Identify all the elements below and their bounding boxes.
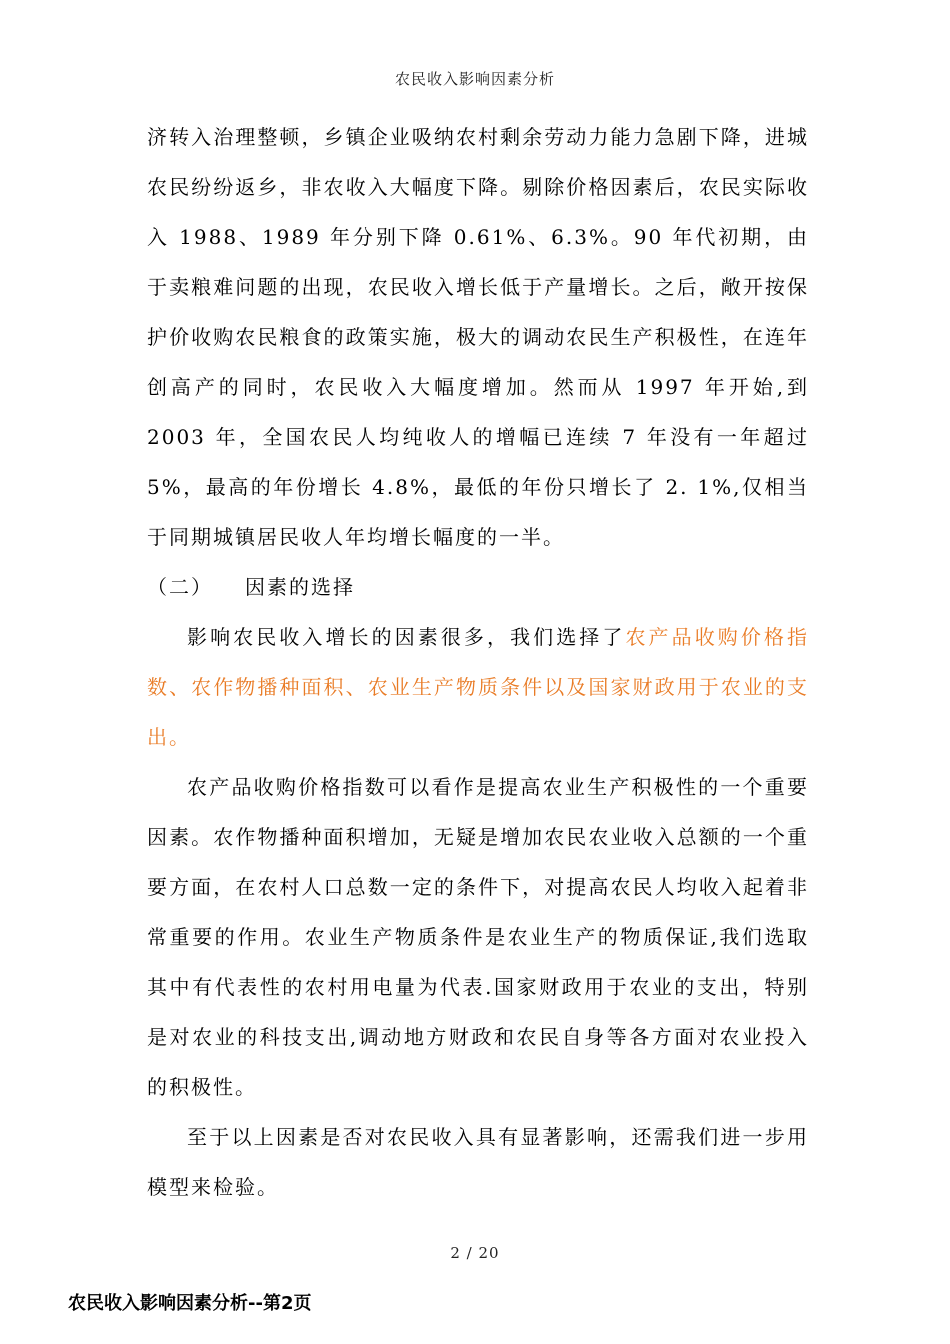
running-header: 农民收入影响因素分析 <box>394 70 555 88</box>
paragraph-continuation: 济转入治理整顿，乡镇企业吸纳农村剩余劳动力能力急剧下降，进城农民纷纷返乡，非农收入大幅度下降。剔除价格因素后，农民实际收入 1988、1989 年分别下降 0.61%、6.3%。90 年代初期，由于卖粮难问题的出现，农民收入增长低于产量增长。之后，敞开按保护价收购农民粮食的政策实施，极大的调动农民生产积极性，在连年创高产的同时，农民收入大幅度增加。然而从 1997 年开始,到 2003 年，全国农民人均纯收人的增幅已连续 7 年没有一年超过 5%，最高的年份增长 4.8%，最低的年份只增长了 2. 1%,仅相当于同期城镇居民收人年均增长幅度的一半。 <box>147 125 809 549</box>
highlighted-factors: 农产品收购价格指数、农作物播种面积、农业生产物质条件以及国家财政用于农业的支出。 <box>147 625 810 749</box>
section-heading <box>147 562 809 612</box>
footer-document-label: 农民收入影响因素分析--第2页 <box>68 1293 312 1314</box>
paragraph-lead-text: 影响农民收入增长的因素很多，我们选择了 <box>187 625 626 649</box>
paragraph-factor-selection <box>147 612 809 762</box>
section-number: （二） <box>147 575 213 599</box>
section-title: 因素的选择 <box>245 575 355 599</box>
paragraph-model-test: 至于以上因素是否对农民收入具有显著影响，还需我们进一步用模型来检验。 <box>147 1125 809 1199</box>
paragraph-factor-explanation: 农产品收购价格指数可以看作是提高农业生产积极性的一个重要因素。农作物播种面积增加，无疑是增加农民农业收入总额的一个重要方面，在农村人口总数一定的条件下，对提高农民人均收入起着非常重要的作用。农业生产物质条件是农业生产的物质保证,我们选取其中有代表性的农村用电量为代表.国家财政用于农业的支出，特别是对农业的科技支出,调动地方财政和农民自身等各方面对农业投入的积极性。 <box>147 775 809 1099</box>
page-number: 2 / 20 <box>450 1244 500 1262</box>
body-text <box>147 112 809 1212</box>
